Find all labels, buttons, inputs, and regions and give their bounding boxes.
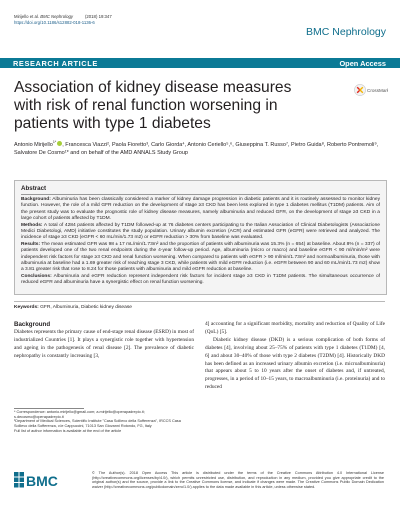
abstract-body bbox=[21, 197, 380, 287]
body-paragraph: Diabetes represents the primary cause of end-stage renal disease (ESRD) in most of industrialized Countries [1]. It plays a synergistic role together with hypertension and ageing in the pathogenesis of renal disease [2]. The prevalence of diabetic nephropathy is constantly increasing [3, bbox=[14, 329, 194, 359]
abstract-background bbox=[21, 197, 380, 223]
affiliation-note: ¹Department of Medical Sciences, Scientific Institute "Casa Sollievo della Sofferenza", IRCCS Casa Sollievo della Sofferenza, v.le Cappuccini, 71013 San Giovanni Rotondo, FG, Italy bbox=[14, 419, 181, 429]
abstract-conclusions-label: Conclusions: bbox=[21, 273, 52, 279]
abstract-results bbox=[21, 242, 380, 274]
abstract-background-label: Background: bbox=[21, 197, 51, 202]
citation-authors: Mirijello et al. bbox=[14, 14, 40, 19]
body-paragraph: Diabetic kidney disease (DKD) is a serious complication of both forms of diabetes [4], involving about 25–75% of patients with type 1 diabetes (T1DM) [4, 6] and about 30–40% of those with type 2 diabetes (T2DM) [4]. Historically DKD has been defined as an increased urinary albumin excretion (i.e. microalbuminuria) that appears about 5 to 10 years after the onset of diabetes and, if untreated, progresses, in a period of 10–15 years, to macroalbuminuria (i.e. proteinuria) and to reduced bbox=[205, 336, 385, 391]
crossmark-text: CrossMark bbox=[367, 88, 388, 93]
license-text: © The Author(s). 2018 Open Access This article is distributed under the terms of the Creative Commons Attribution 4.0 International License (http://creativecommons.org/licenses/by/4.0/), which permits unrestricted use, distribution, and reproduction in any medium, provided you give appropriate credit to the original author(s) and the source, provide a link to the Creative Commons license, and indicate if changes were made. The Creative Commons Public Domain Dedication waiver (http://creativecommons.org/publicdomain/zero/1.0/) applies to the data made available in this article, unless otherwise stated. bbox=[92, 471, 384, 490]
abstract-conclusions bbox=[21, 274, 380, 287]
abstract-divider bbox=[21, 194, 380, 195]
bmc-logo-text: BMC bbox=[26, 473, 58, 489]
doi-link[interactable]: https://doi.org/10.1186/s12882-018-1136-6 bbox=[14, 19, 95, 25]
correspondence-note[interactable]: * Correspondence: antonio.mirijello@gmail.com; a.mirijello@operapadrepio.it; s.decosmo@operapadrepio.it bbox=[14, 410, 145, 419]
abstract-box bbox=[14, 180, 387, 295]
citation-journal: BMC Nephrology bbox=[40, 14, 73, 19]
journal-name: BMC Nephrology bbox=[306, 26, 386, 38]
abstract-results-label: Results: bbox=[21, 241, 41, 247]
article-title: Association of kidney disease measures with risk of renal function worsening in patients with type 1 diabetes bbox=[14, 79, 292, 133]
footnote-divider bbox=[14, 408, 84, 409]
author-list bbox=[14, 138, 386, 158]
keywords-label: Keywords: bbox=[14, 305, 39, 310]
keywords bbox=[14, 301, 385, 311]
abstract-methods-label: Methods: bbox=[21, 222, 43, 228]
abstract-conclusions-text: Albuminuria and eGFR reduction represent independent risk factors for incident stage ≥3 CKD in T1DM patients. The simultaneous occurrence of reduced eGFR and albuminuria have a synergistic effect on renal function worsening. bbox=[21, 273, 380, 286]
crossmark-button[interactable] bbox=[354, 83, 388, 97]
abstract-results-text: The mean estimated GFR was 98 ± 17 mL/min/1.73m² and the proportion of patients with albuminuria was 15.3% (n = 654) at baseline. About 8% (n = 337) of patients developed one of the two renal endpoints during the 4-year follow-up period. Age, albuminuria (micro or macro) and baseline eGFR < 90 ml/min/m² were independent risk factors for stage ≥3 CKD and renal function worsening. When compared to patients with eGFR > 90 ml/min/1.73m² and normoalbuminuria, those with albuminuria at baseline had a 1.69 greater risk of reaching stage 3 CKD, while patients with mild eGFR reduction (i.e. eGFR between 90 and 60 mL/min/1.73 m2) show a 3.81 greater risk that rose to 8.24 for those patients with albuminuria and mild eGFR reduction at baseline. bbox=[21, 241, 380, 273]
body-paragraph: 4] accounting for a significant morbidity, mortality and reduction of Quality of Life (QoL) [5]. bbox=[205, 321, 385, 335]
body-left-column bbox=[14, 321, 194, 361]
bmc-logo-icon bbox=[14, 470, 64, 490]
open-access-label: Open Access bbox=[339, 58, 386, 68]
footnotes bbox=[14, 410, 194, 434]
body-right-column bbox=[205, 321, 385, 392]
article-type-label: RESEARCH ARTICLE bbox=[13, 58, 98, 68]
article-type-bar bbox=[0, 58, 400, 68]
citation-volume: (2018) 19:347 bbox=[84, 14, 112, 19]
abstract-heading: Abstract bbox=[21, 185, 47, 192]
bmc-logo bbox=[14, 470, 64, 490]
other-authors: , Francesca Viazzi², Paola Fioretto³, Carlo Giorda⁴, Antonio Ceriello⁵,⁶, Giuseppina T. Russo⁷, Pietro Guida⁸, Roberto Pontremoli⁹, Salvatore De Cosmo¹* and on behalf of the AMD ANNALS Study Group bbox=[14, 141, 379, 157]
abstract-methods bbox=[21, 223, 380, 242]
keywords-text: GFR, Albuminuria, Diabetic kidney disease bbox=[40, 305, 132, 310]
abstract-methods-text: A total of 4284 patients affected by T1DM followed-up at 76 diabetes centers participating to the Italian Association of Clinical Diabetologists (Associazione Medici Diabetologi, AMD) initiative constitutes the study population. Urinary albumin excretion (ACR) and estimated GFR (eGFR) were retrieved and analyzed. The incidence of stage ≥3 CKD (eGFR < 60 mL/min/1.73 m2) or eGFR reduction > 30% from baseline was evaluated. bbox=[21, 222, 380, 241]
abstract-background-text: Albuminuria has been classically considered a marker of kidney damage progression in diabetic patients and it is routinely assessed to monitor kidney function. However, the role of a mild GFR reduction on the development of stage ≥3 CKD has been less explored in type 1 diabetes mellitus (T1DM) patients. Aim of the present study was to evaluate the prognostic role of kidney disease measures, namely albuminuria and reduced GFR, on the development of stage ≥3 CKD in a large cohort of patients affected by T1DM. bbox=[21, 197, 380, 222]
citation-header bbox=[14, 14, 112, 25]
first-author[interactable]: Antonio Mirijello bbox=[14, 141, 53, 148]
author-info-note: Full list of author information is available at the end of the article bbox=[14, 428, 122, 433]
crossmark-icon bbox=[354, 83, 388, 97]
first-author-sup: 1* bbox=[52, 140, 57, 144]
background-heading: Background bbox=[14, 321, 51, 328]
